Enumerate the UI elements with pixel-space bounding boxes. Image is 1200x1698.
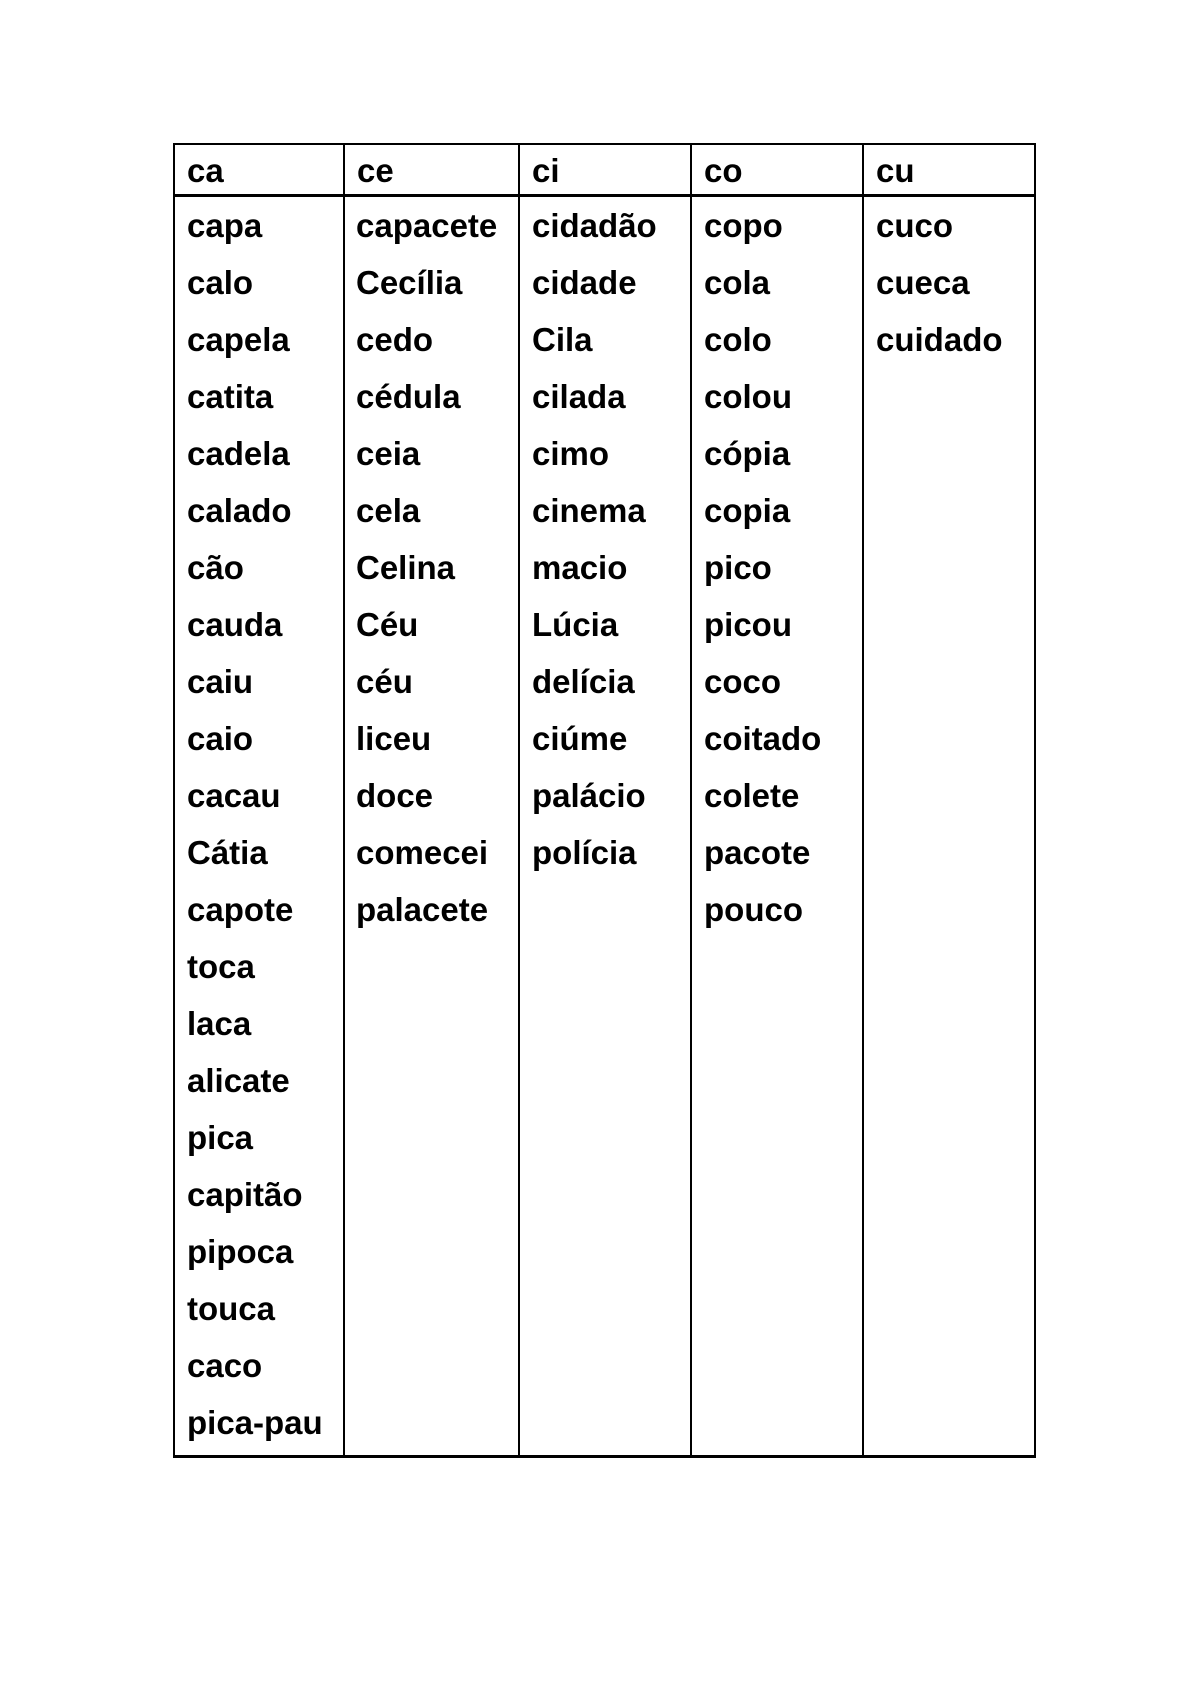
word-cell: polícia [532,834,637,871]
column-co [691,196,863,1457]
word-cell: céu [356,663,413,700]
word-cell: Lúcia [532,606,619,643]
word-cell: cacau [187,777,281,814]
word-cell: alicate [187,1062,290,1099]
word-cell: palácio [532,777,646,814]
word-cell: cilada [532,378,626,415]
word-list-ci [520,197,690,881]
word-cell: caco [187,1347,263,1384]
word-cell: delícia [532,663,635,700]
word-list-ce [345,197,518,938]
word-cell: cédula [356,378,461,415]
word-cell: Cecília [356,264,463,301]
word-cell: cidade [532,264,637,301]
word-cell: pico [704,549,772,586]
word-cell: touca [187,1290,276,1327]
word-cell: cópia [704,435,791,472]
word-cell: calado [187,492,292,529]
column-header-co: co [691,144,863,196]
column-ci [519,196,691,1457]
word-cell: pica [187,1119,254,1156]
word-cell: colete [704,777,800,814]
word-cell: picou [704,606,792,643]
word-cell: liceu [356,720,432,757]
word-cell: capitão [187,1176,303,1213]
word-cell: Celina [356,549,456,586]
word-cell: caio [187,720,254,757]
word-cell: Céu [356,606,419,643]
word-cell: caiu [187,663,254,700]
word-cell: colou [704,378,792,415]
column-header-ci: ci [519,144,691,196]
word-cell: cela [356,492,421,529]
column-ce [344,196,519,1457]
word-cell: Cila [532,321,593,358]
word-cell: calo [187,264,254,301]
word-cell: capela [187,321,290,358]
header-row [174,144,1035,196]
word-cell: comecei [356,834,489,871]
body-row [174,196,1035,1457]
column-header-ce: ce [344,144,519,196]
word-cell: cueca [876,264,970,301]
column-header-cu: cu [863,144,1035,196]
word-cell: cuidado [876,321,1003,358]
word-cell: cinema [532,492,646,529]
word-cell: coco [704,663,782,700]
word-cell: doce [356,777,434,814]
column-ca [174,196,344,1457]
word-cell: copo [704,207,783,244]
word-list-cu [864,197,1034,368]
word-cell: laca [187,1005,252,1042]
word-cell: colo [704,321,772,358]
word-cell: pacote [704,834,811,871]
word-cell: cadela [187,435,290,472]
word-cell: pouco [704,891,803,928]
word-cell: toca [187,948,255,985]
word-cell: coitado [704,720,822,757]
word-cell: cão [187,549,244,586]
word-cell: copia [704,492,791,529]
word-list-ca [175,197,343,1451]
word-cell: cedo [356,321,434,358]
word-cell: capacete [356,207,498,244]
word-cell: pipoca [187,1233,294,1270]
word-cell: ceia [356,435,421,472]
word-cell: cola [704,264,771,301]
column-header-ca: ca [174,144,344,196]
word-cell: capote [187,891,294,928]
word-cell: cuco [876,207,954,244]
word-list-co [692,197,862,938]
syllable-table [173,143,1036,1458]
word-cell: catita [187,378,274,415]
word-cell: capa [187,207,263,244]
word-cell: Cátia [187,834,268,871]
word-cell: cidadão [532,207,657,244]
column-cu [863,196,1035,1457]
word-cell: palacete [356,891,489,928]
word-cell: pica-pau [187,1404,323,1441]
word-cell: ciúme [532,720,628,757]
word-cell: cauda [187,606,283,643]
word-cell: cimo [532,435,610,472]
word-cell: macio [532,549,628,586]
